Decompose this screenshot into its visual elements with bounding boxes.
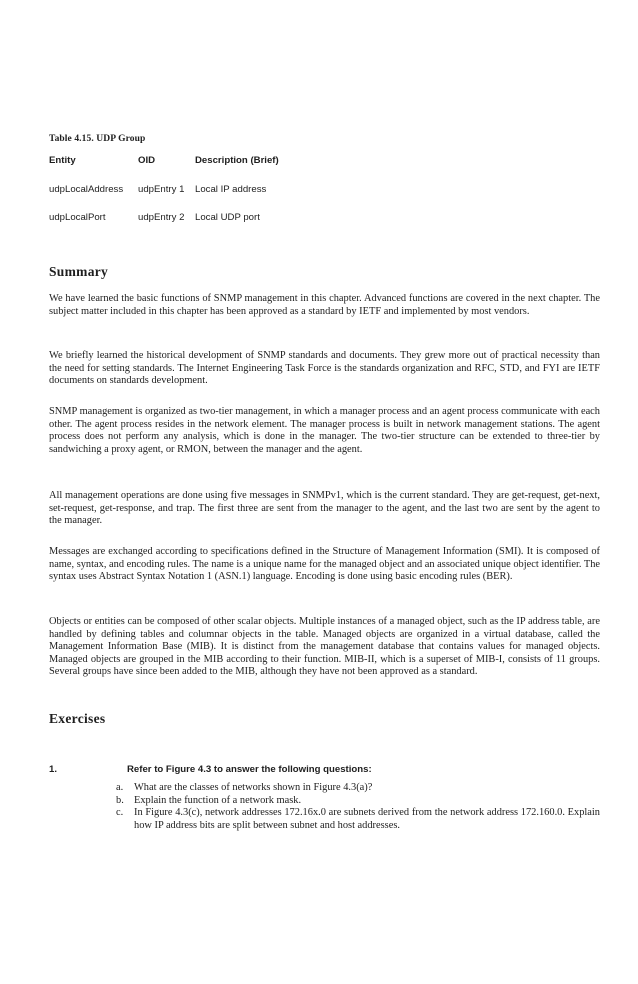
exercise-item-marker: b. xyxy=(116,794,124,806)
summary-paragraph-1: We have learned the basic functions of SNMP management in this chapter. Advanced functions are covered in the next chapter. The subject matter included in this chapter has been approved as a standard by IETF and implemented by most vendors. xyxy=(49,293,600,317)
table-row xyxy=(49,212,449,226)
summary-paragraph-3: SNMP management is organized as two-tier management, in which a manager process and an agent process communicate with each other. The agent process resides in the network element. The manager process is built in network management stations. The agent process does not perform any analysis, which is done in the manager. The two-tier structure can be extended to three-tier by sandwiching a proxy agent, or RMON, between the manager and the agent. xyxy=(49,406,600,455)
column-header-oid: OID xyxy=(138,155,156,166)
exercise-item-marker: a. xyxy=(116,782,124,793)
table-caption: Table 4.15. UDP Group xyxy=(49,134,146,144)
exercise-items xyxy=(116,782,600,832)
table-cell-description: Local UDP port xyxy=(195,212,260,223)
table-cell-oid: udpEntry 1 xyxy=(138,184,185,195)
table-cell-description: Local IP address xyxy=(195,184,267,195)
summary-paragraph-2: We briefly learned the historical development of SNMP standards and documents. They grew more out of practical necessity than the need for setting standards. The Internet Engineering Task Force is the standards organization and RFC, STD, and FYI are IETF documents on standards development. xyxy=(49,350,600,387)
exercise-intro: Refer to Figure 4.3 to answer the following questions: xyxy=(127,764,372,775)
summary-paragraph-5: Messages are exchanged according to specifications defined in the Structure of Management Information (SMI). It is composed of name, syntax, and encoding rules. The name is a unique name for the managed object and an associated unique object identifier. The syntax uses Abstract Syntax Notation 1 (ASN.1) language. Encoding is done using basic encoding rules (BER). xyxy=(49,546,601,583)
table-row xyxy=(49,184,449,198)
table-cell-entity: udpLocalAddress xyxy=(49,184,124,195)
column-header-description: Description (Brief) xyxy=(195,155,279,166)
exercise-number: 1. xyxy=(49,764,58,775)
table-cell-entity: udpLocalPort xyxy=(49,212,106,223)
summary-paragraph-4: All management operations are done using five messages in SNMPv1, which is the current standard. They are get-request, get-next, set-request, get-response, and trap. The first three are sent from the manager to the agent, and the last two are sent by the agent to the manager. xyxy=(49,490,600,527)
exercise-item-text: In Figure 4.3(c), network addresses 172.16x.0 are subnets derived from the network address 172.160.0. Explain how IP address bits are split between subnet and host addresses. xyxy=(134,807,600,831)
summary-heading: Summary xyxy=(49,264,109,279)
exercise-item-c xyxy=(116,807,600,832)
summary-paragraph-6: Objects or entities can be composed of other scalar objects. Multiple instances of a managed object, such as the IP address table, are handled by defining tables and columnar objects in the table. Managed objects are organized in a virtual database, called the Management Information Base (MIB). It is distinct from the management database that contains values for managed objects. Managed objects are grouped in the MIB according to their function. MIB-II, which is a superset of MIB-I, consists of 11 groups. Several groups have since been added to the MIB, although they have not been approved as a standard. xyxy=(49,616,600,678)
exercise-item-marker: c. xyxy=(116,807,124,819)
exercise-item-text: What are the classes of networks shown in Figure 4.3(a)? xyxy=(134,782,373,793)
table-header-row xyxy=(49,155,449,169)
exercise-item-a xyxy=(116,782,600,795)
column-header-entity: Entity xyxy=(49,155,76,166)
table-cell-oid: udpEntry 2 xyxy=(138,212,185,223)
exercise-item-text: Explain the function of a network mask. xyxy=(134,794,302,806)
exercises-heading: Exercises xyxy=(49,711,106,726)
exercise-item-b xyxy=(116,795,600,808)
